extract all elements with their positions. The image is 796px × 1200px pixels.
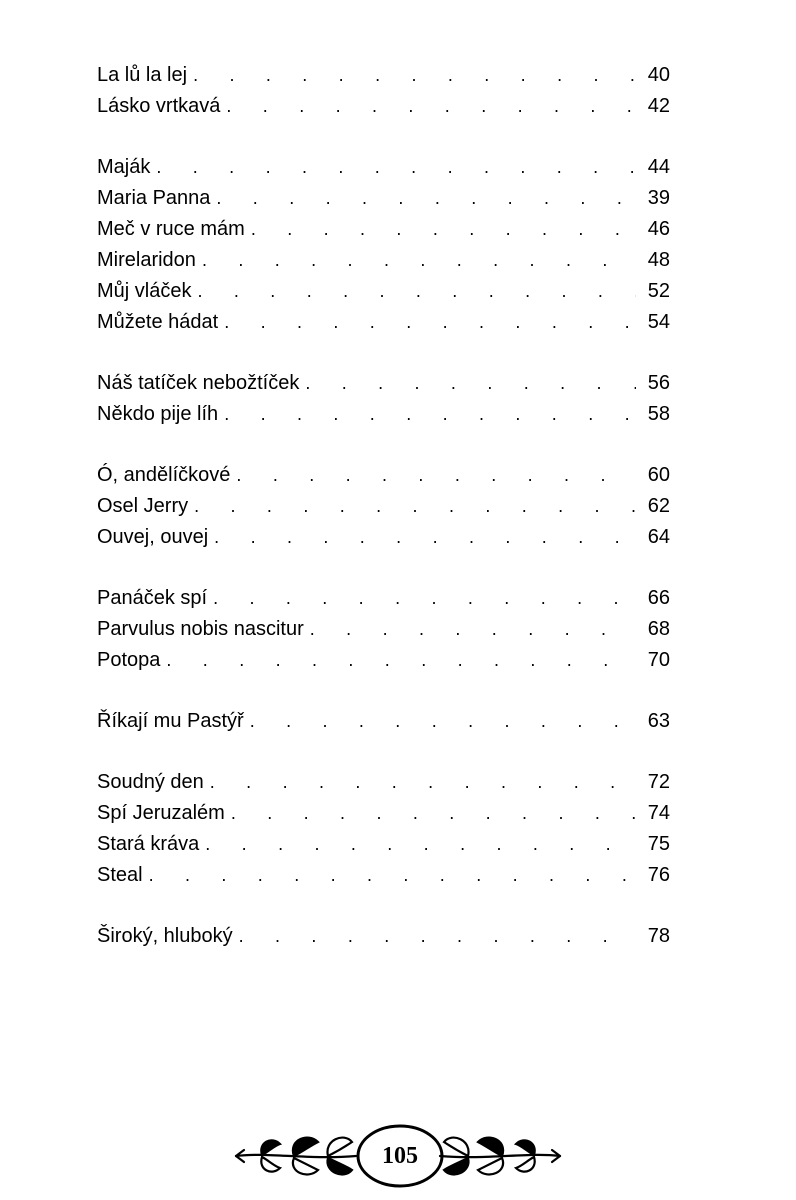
dot-leader: [250, 706, 636, 737]
entry-page-number: 66: [647, 587, 670, 609]
dot-leader: [239, 921, 636, 952]
entry-page-number: 70: [647, 649, 670, 671]
entry-page-number: 48: [647, 249, 670, 271]
toc-entry: [97, 276, 670, 307]
entry-title: Panáček spí: [97, 587, 208, 609]
table-of-contents: [97, 60, 670, 982]
entry-title: Meč v ruce mám: [97, 218, 245, 240]
entry-title: Můžete hádat: [97, 311, 219, 333]
toc-entry: [97, 183, 670, 214]
dot-leader: [213, 583, 636, 614]
toc-group: [97, 152, 670, 338]
entry-title: Lásko vrtkavá: [97, 95, 221, 117]
toc-group: [97, 460, 670, 553]
entry-page-number: 56: [647, 372, 670, 394]
dot-leader: [194, 491, 636, 522]
toc-group: [97, 368, 670, 430]
dot-leader: [193, 60, 636, 91]
toc-entry: [97, 860, 670, 891]
entry-title: Můj vláček: [97, 280, 192, 302]
toc-group: [97, 767, 670, 891]
entry-title: Široký, hluboký: [97, 925, 233, 947]
entry-title: La lů la lej: [97, 64, 188, 86]
entry-page-number: 76: [647, 864, 670, 886]
entry-page-number: 42: [647, 95, 670, 117]
page-footer: [228, 1122, 568, 1192]
entry-page-number: 63: [647, 710, 670, 732]
toc-group: [97, 921, 670, 952]
dot-leader: [226, 91, 636, 122]
page-number: 105: [382, 1143, 418, 1169]
toc-entry: [97, 245, 670, 276]
entry-page-number: 40: [647, 64, 670, 86]
dot-leader: [236, 460, 636, 491]
dot-leader: [197, 276, 636, 307]
toc-entry: [97, 767, 670, 798]
toc-entry: [97, 491, 670, 522]
entry-title: Potopa: [97, 649, 161, 671]
dot-leader: [251, 214, 636, 245]
entry-page-number: 52: [647, 280, 670, 302]
dot-leader: [205, 829, 636, 860]
toc-entry: [97, 60, 670, 91]
dot-leader: [310, 614, 636, 645]
toc-entry: [97, 921, 670, 952]
entry-page-number: 58: [647, 403, 670, 425]
entry-title: Říkají mu Pastýř: [97, 710, 244, 732]
toc-entry: [97, 614, 670, 645]
entry-title: Parvulus nobis nascitur: [97, 618, 304, 640]
entry-title: Mirelaridon: [97, 249, 196, 271]
dot-leader: [166, 645, 636, 676]
entry-title: Ó, andělíčkové: [97, 464, 231, 486]
toc-entry: [97, 706, 670, 737]
entry-title: Maria Panna: [97, 187, 211, 209]
dot-leader: [216, 183, 636, 214]
entry-title: Steal: [97, 864, 143, 886]
dot-leader: [156, 152, 636, 183]
entry-title: Ouvej, ouvej: [97, 526, 209, 548]
dot-leader: [214, 522, 636, 553]
entry-page-number: 46: [647, 218, 670, 240]
entry-page-number: 60: [647, 464, 670, 486]
toc-group: [97, 60, 670, 122]
toc-entry: [97, 522, 670, 553]
entry-title: Spí Jeruzalém: [97, 802, 225, 824]
entry-page-number: 78: [647, 925, 670, 947]
entry-title: Maják: [97, 156, 151, 178]
dot-leader: [210, 767, 636, 798]
toc-entry: [97, 399, 670, 430]
entry-title: Soudný den: [97, 771, 204, 793]
entry-page-number: 75: [647, 833, 670, 855]
entry-page-number: 39: [647, 187, 670, 209]
entry-title: Osel Jerry: [97, 495, 189, 517]
dot-leader: [305, 368, 636, 399]
dot-leader: [224, 307, 636, 338]
toc-group: [97, 583, 670, 676]
toc-entry: [97, 583, 670, 614]
dot-leader: [224, 399, 636, 430]
toc-entry: [97, 152, 670, 183]
toc-entry: [97, 91, 670, 122]
toc-entry: [97, 645, 670, 676]
entry-page-number: 62: [647, 495, 670, 517]
toc-entry: [97, 214, 670, 245]
entry-page-number: 72: [647, 771, 670, 793]
toc-entry: [97, 368, 670, 399]
dot-leader: [202, 245, 636, 276]
entry-page-number: 54: [647, 311, 670, 333]
entry-title: Někdo pije líh: [97, 403, 219, 425]
toc-entry: [97, 307, 670, 338]
entry-page-number: 44: [647, 156, 670, 178]
entry-title: Náš tatíček nebožtíček: [97, 372, 300, 394]
dot-leader: [231, 798, 636, 829]
toc-entry: [97, 798, 670, 829]
entry-page-number: 74: [647, 802, 670, 824]
toc-group: [97, 706, 670, 737]
dot-leader: [149, 860, 636, 891]
toc-entry: [97, 829, 670, 860]
entry-page-number: 64: [647, 526, 670, 548]
entry-title: Stará kráva: [97, 833, 200, 855]
toc-entry: [97, 460, 670, 491]
entry-page-number: 68: [647, 618, 670, 640]
